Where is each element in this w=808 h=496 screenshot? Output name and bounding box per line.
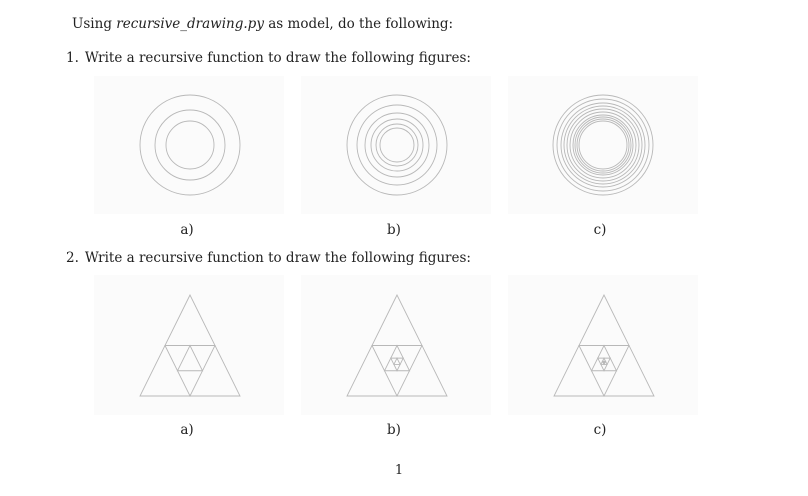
question-2-text: Write a recursive function to draw the following figures: [84,250,471,266]
triangle-figure-c-caption: c) [593,422,607,438]
triangle-figure-a-caption: a) [180,422,194,438]
triangle-figure-a [140,295,240,396]
page-number: 1 [394,463,404,478]
circle-figure-a-caption: a) [180,222,194,238]
circle-figure-c-caption: c) [593,222,607,238]
question-2 [66,250,471,266]
question-2-number: 2. [66,250,79,266]
triangle-figure-b-caption: b) [387,422,401,438]
question-1-text: Write a recursive function to draw the following figures: [84,50,471,66]
circle-figure-b [347,95,447,195]
circle-figure-c [553,95,653,195]
circle-figure-b-caption: b) [387,222,401,238]
intro-suffix: as model, do the following: [263,16,454,32]
triangle-figure-b [347,295,447,396]
triangle-figure-c [554,295,654,396]
question-1-number: 1. [66,50,79,66]
circle-figure-a [140,95,240,195]
intro-filename: recursive_drawing.py [116,16,264,32]
intro-prefix: Using [72,16,117,32]
